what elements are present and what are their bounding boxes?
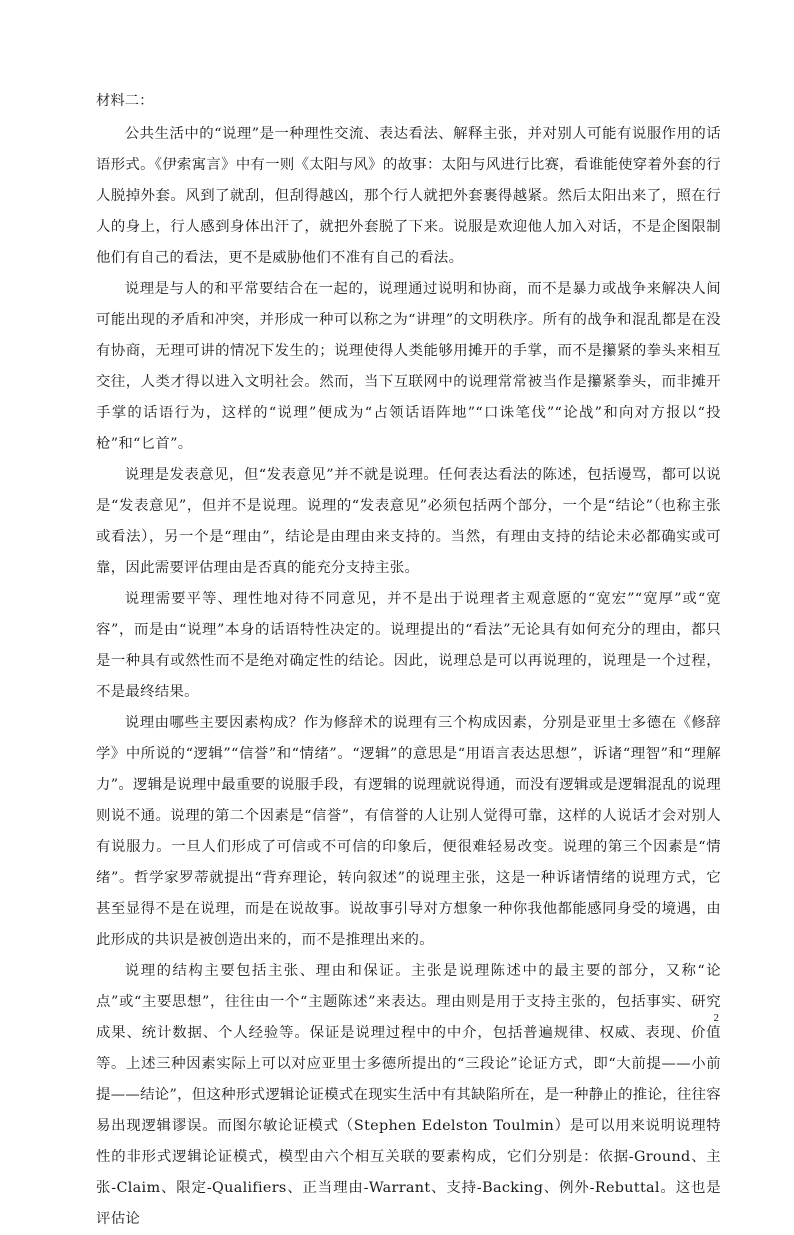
paragraph-4: 说理需要平等、理性地对待不同意见，并不是出于说理者主观意愿的“宽宏”“宽厚”或“宽容”，而是由“说理”本身的话语特性决定的。说理提出的“看法”无论具有如何充分的理由，都只是一种具有或然性而不是绝对确定性的结论。因此，说理总是可以再说理的，说理是一个过程，不是最终结果。 [96,591,721,700]
section-heading: 材料二： [96,93,154,109]
paragraph-1: 公共生活中的“说理”是一种理性交流、表达看法、解释主张，并对别人可能有说服作用的话语形式。《伊索寓言》中有一则《太阳与风》的故事：太阳与风进行比赛，看谁能使穿着外套的行人脱掉外套。风到了就刮，但刮得越凶，那个行人就把外套裹得越紧。然后太阳出来了，照在行人的身上，行人感到身体出汗了，就把外套脱了下来。说服是欢迎他人加入对话，不是企图限制他们有自己的看法，更不是威胁他们不准有自己的看法。 [96,126,721,266]
paragraph-3: 说理是发表意见，但“发表意见”并不就是说理。任何表达看法的陈述，包括谩骂，都可以说是“发表意见”，但并不是说理。说理的“发表意见”必须包括两个部分，一个是“结论”（也称主张或看法），另一个是“理由”，结论是由理由来支持的。当然，有理由支持的结论未必都确实或可靠，因此需要评估理由是否真的能充分支持主张。 [96,467,721,576]
paragraph-6: 说理的结构主要包括主张、理由和保证。主张是说理陈述中的最主要的部分，又称“论点”或“主要思想”，往往由一个“主题陈述”来表达。理由则是用于支持主张的，包括事实、研究成果、统计数据、个人经验等。保证是说理过程中的中介，包括普遍规律、权威、表现、价值等。上述三种因素实际上可以对应亚里士多德所提出的“三段论”论证方式，即“大前提——小前提——结论”，但这种形式逻辑论证模式在现实生活中有其缺陷所在，是一种静止的推论，往往容易出现逻辑谬误。而图尔敏论证模式（Stephen Edelston Toulmin）是可以用来说明说理特性的非形式逻辑论证模式，模型由六个相互关联的要素构成，它们分别是：依据-Ground、主张-Claim、限定-Qualifiers、正当理由-Warrant、支持-Backing、例外-Rebuttal。这也是评估论 [96,963,721,1227]
page-number: 2 [713,1012,719,1024]
paragraph-5: 说理由哪些主要因素构成？作为修辞术的说理有三个构成因素，分别是亚里士多德在《修辞学》中所说的“逻辑”“信誉”和“情绪”。“逻辑”的意思是“用语言表达思想”，诉诸“理智”和“理解力”。逻辑是说理中最重要的说服手段，有逻辑的说理就说得通，而没有逻辑或是逻辑混乱的说理则说不通。说理的第二个因素是“信誉”，有信誉的人让别人觉得可靠，这样的人说话才会对别人有说服力。一旦人们形成了可信或不可信的印象后，便很难轻易改变。说理的第三个因素是“情绪”。哲学家罗蒂就提出“背弃理论，转向叙述”的说理主张，这是一种诉诸情绪的说理方式，它甚至显得不是在说理，而是在说故事。说故事引导对方想象一种你我他都能感同身受的境遇，由此形成的共识是被创造出来的，而不是推理出来的。 [96,715,721,948]
paragraph-2: 说理是与人的和平常要结合在一起的，说理通过说明和协商，而不是暴力或战争来解决人间可能出现的矛盾和冲突，并形成一种可以称之为“讲理”的文明秩序。所有的战争和混乱都是在没有协商，无理可讲的情况下发生的；说理使得人类能够用摊开的手掌，而不是攥紧的拳头来相互交往，人类才得以进入文明社会。然而，当下互联网中的说理常常被当作是攥紧拳头，而非摊开手掌的话语行为，这样的“说理”便成为“占领话语阵地”“口诛笔伐”“论战”和向对方报以“投枪”和“匕首”。 [96,281,721,452]
document-body [96,82,721,1235]
